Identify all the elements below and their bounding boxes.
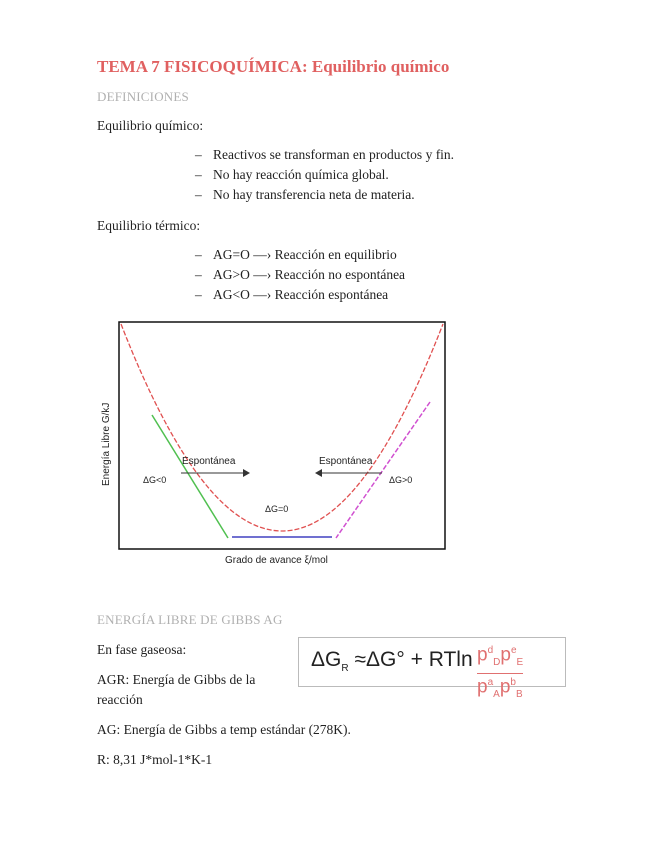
ag-definition: AG: Energía de Gibbs a temp estándar (278K).: [97, 722, 351, 737]
section-gibbs: ENERGÍA LIBRE DE GIBBS AG: [97, 612, 283, 627]
left-arrow-head: [243, 469, 250, 477]
x-axis-label: Grado de avance ξ/mol: [225, 555, 328, 566]
formula-numerator: $p^d_Dp^e_E$: [477, 642, 523, 674]
right-arrow-head: [315, 469, 322, 477]
section-definiciones: DEFINICIONES: [97, 89, 189, 104]
equilibrio-quimico-list: [195, 145, 454, 205]
formula-main: $\Delta G_R \approx\Delta G^\circ + RTln$: [311, 648, 473, 675]
gibbs-energy-diagram: [97, 320, 449, 580]
right-tangent-line: [336, 402, 430, 538]
fase-gaseosa-text: En fase gaseosa:: [97, 642, 187, 657]
formula-fraction: [477, 642, 523, 704]
agr-definition: AGR: Energía de Gibbs de la reacción: [97, 672, 256, 707]
page-title: TEMA 7 FISICOQUÍMICA: Equilibrio químico: [97, 57, 450, 76]
list-item: – No hay transferencia neta de materia.: [195, 187, 415, 202]
dg-negative-label: ΔG<0: [143, 475, 167, 485]
r-constant: R: 8,31 J*mol-1*K-1: [97, 752, 213, 767]
list-item: – AG>O —› Reacción no espontánea: [195, 267, 406, 282]
left-espontanea-label: Espontánea: [182, 456, 236, 467]
list-item: – No hay reacción química global.: [195, 167, 389, 182]
equilibrio-termico-list: [195, 245, 405, 305]
list-item: – AG<O —› Reacción espontánea: [195, 287, 389, 302]
list-item: – AG=O —› Reacción en equilibrio: [195, 247, 397, 262]
list-item: – Reactivos se transforman en productos y fin.: [195, 147, 455, 162]
right-espontanea-label: Espontánea: [319, 456, 373, 467]
dg-positive-label: ΔG>0: [389, 475, 413, 485]
formula-denominator: $p^a_Ap^b_B$: [477, 676, 523, 701]
chart-frame: [119, 322, 445, 549]
y-axis-label: Energía Libre G/kJ: [101, 402, 112, 486]
equilibrio-quimico-label: Equilibrio químico:: [97, 118, 204, 133]
dg-zero-label: ΔG=0: [265, 504, 289, 514]
equilibrio-termico-label: Equilibrio térmico:: [97, 218, 201, 233]
gibbs-formula-image: [298, 637, 566, 701]
gibbs-curve: [121, 324, 443, 531]
